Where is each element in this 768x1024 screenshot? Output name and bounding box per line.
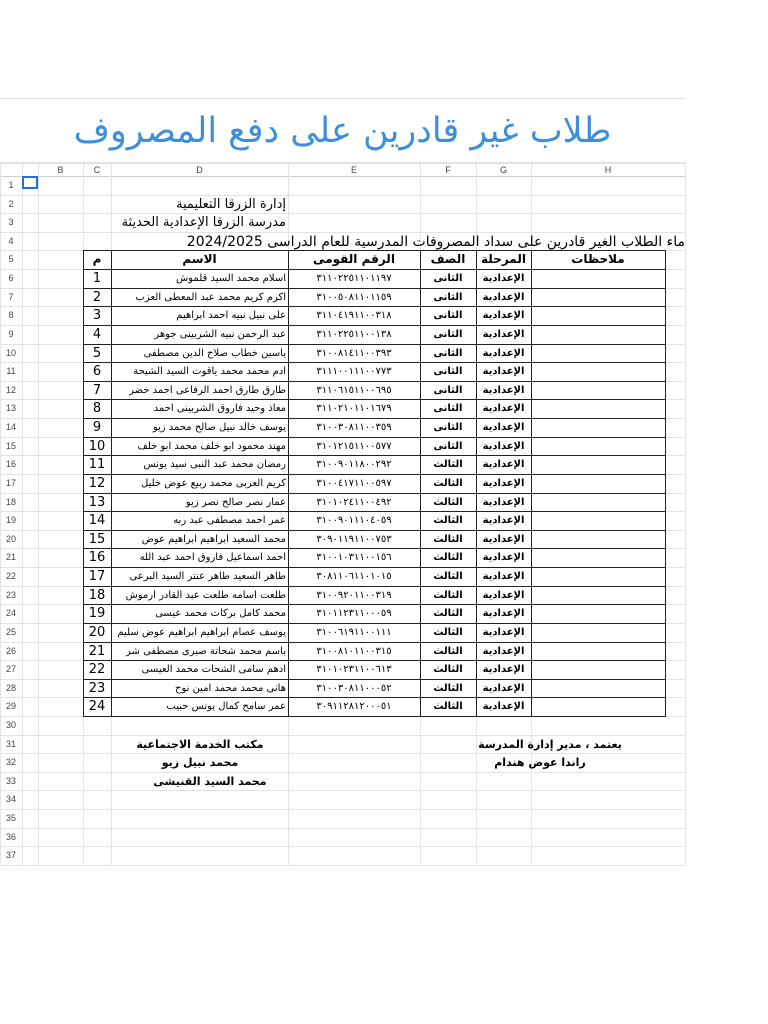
national-id: ٣١٠١٠٢٤١١٠٠٤٩٢: [316, 496, 392, 508]
grid-row-line: [0, 828, 685, 829]
column-title-notes: ملاحظات: [571, 252, 625, 267]
student-name: طارق طارق احمد الرفاعى احمد خضر: [129, 384, 286, 396]
row-number[interactable]: 19: [5, 515, 16, 526]
grade-cell: الثانى: [433, 310, 463, 322]
row-number[interactable]: 8: [8, 310, 14, 321]
column-header-d[interactable]: D: [196, 165, 203, 175]
table-heading: ماء الطلاب الغير قادرين على سداد المصروفات المدرسية للعام الدراسى 2024/2025: [186, 233, 685, 250]
national-id: ٣١١٠٢٢٥١١٠١١٩٧: [316, 273, 392, 285]
column-title-national-id: الرقم القومى: [313, 252, 395, 267]
row-number[interactable]: 7: [8, 291, 14, 302]
row-number-cell: 2: [92, 289, 102, 305]
column-header-f[interactable]: F: [445, 165, 451, 175]
row-number[interactable]: 35: [5, 813, 16, 824]
row-number[interactable]: 29: [5, 701, 16, 712]
student-name: رمضان محمد عبد النبى سيد يونس: [143, 459, 286, 471]
row-number[interactable]: 14: [5, 422, 16, 433]
row-number[interactable]: 23: [5, 589, 16, 600]
table-column-border: [665, 250, 666, 717]
student-name: عمر احمد مصطفى عبد ربه: [173, 515, 286, 527]
stage-cell: الإعدادية: [482, 626, 525, 638]
directorate-label: إدارة الزرقا التعليمية: [176, 196, 286, 212]
grade-cell: الثانى: [433, 366, 463, 378]
table-column-border: [111, 250, 112, 717]
row-number[interactable]: 36: [5, 831, 16, 842]
column-title-grade: الصف: [430, 252, 466, 267]
table-column-border: [531, 250, 532, 717]
grade-cell: الثالث: [433, 496, 463, 508]
national-id: ٣١٠٠٩٢٠١١٠٠٣١٩: [316, 589, 392, 601]
row-number-cell: 11: [88, 457, 106, 473]
row-number[interactable]: 32: [5, 757, 16, 768]
row-number-cell: 8: [92, 401, 102, 417]
banner-title: طلاب غير قادرين على دفع المصروف: [73, 111, 612, 151]
row-number[interactable]: 24: [5, 608, 16, 619]
row-number-cell: 22: [88, 662, 106, 678]
grade-cell: الثالث: [433, 477, 463, 489]
table-column-border: [288, 250, 289, 717]
stage-cell: الإعدادية: [482, 291, 525, 303]
national-id: ٣١٠٠١٠٣١١٠٠١٥٦: [316, 552, 392, 564]
row-number[interactable]: 34: [5, 794, 16, 805]
principal-name: راندا عوض هندام: [494, 756, 586, 770]
student-name: عبد الرحمن نبيه الشربينى جوهر: [154, 328, 286, 340]
row-number[interactable]: 1: [8, 180, 14, 190]
grade-cell: الثانى: [433, 422, 463, 434]
row-number-cell: 14: [88, 513, 106, 529]
stage-cell: الإعدادية: [482, 682, 525, 694]
row-number[interactable]: 16: [5, 459, 16, 470]
national-id: ٣١٠٠٣٠٨١١٠٠٣٥٩: [316, 422, 392, 434]
row-number-cell: 21: [88, 643, 106, 659]
national-id: ٣١٠٠٦١٩١١٠٠١١١: [316, 626, 392, 638]
row-number[interactable]: 4: [8, 235, 14, 246]
row-number[interactable]: 6: [8, 273, 14, 284]
national-id: ٣١٠٠٨١٠١١٠٠٣١٥: [316, 645, 392, 657]
row-number-cell: 17: [88, 569, 106, 585]
stage-cell: الإعدادية: [482, 496, 525, 508]
title-banner: [0, 98, 685, 164]
student-name: معاذ وحيد فاروق الشربينى احمد: [153, 403, 286, 415]
grade-cell: الثالث: [433, 589, 463, 601]
student-name: مهند محمود ابو خلف محمد ابو خلف: [137, 440, 286, 452]
row-number[interactable]: 20: [5, 533, 16, 544]
stage-cell: الإعدادية: [482, 701, 525, 713]
national-id: ٣١٠٠٨١٤١١٠٠٣٩٣: [316, 347, 392, 359]
row-number[interactable]: 21: [5, 552, 16, 563]
row-number[interactable]: 30: [5, 719, 16, 730]
stage-cell: الإعدادية: [482, 403, 525, 415]
grade-cell: الثانى: [433, 403, 463, 415]
stage-cell: الإعدادية: [482, 422, 525, 434]
grade-cell: الثالث: [433, 552, 463, 564]
student-name: احمد اسماعيل فاروق احمد عبد الله: [139, 552, 286, 564]
row-number-cell: 9: [92, 420, 102, 436]
national-id: ٣١٠١٢١٥١١٠٠٥٧٧: [316, 440, 392, 452]
grid-row-line: [0, 846, 685, 847]
student-name: يوسف خالد نبيل صالح محمد زيو: [152, 422, 286, 434]
student-name: ياسين خطاب صلاح الدين مصطفى: [143, 347, 286, 359]
row-number[interactable]: 11: [6, 366, 16, 377]
grade-cell: الثالث: [433, 626, 463, 638]
grade-cell: الثانى: [433, 291, 463, 303]
table-row-border: [83, 716, 665, 717]
student-name: يوسف عصام ابراهيم ابراهيم عوض سليم: [117, 626, 286, 638]
stage-cell: الإعدادية: [482, 384, 525, 396]
grade-cell: الثالث: [433, 571, 463, 583]
national-id: ٣١٠٠٥٠٨١١٠١١٥٩: [316, 291, 392, 303]
stage-cell: الإعدادية: [482, 664, 525, 676]
national-id: ٣١٠٠٩٠١١٨٠٠٢٩٢: [316, 459, 392, 471]
grade-cell: الثالث: [433, 701, 463, 713]
row-number-cell: 7: [92, 382, 102, 398]
grid-row-line: [0, 809, 685, 810]
row-number[interactable]: 13: [5, 403, 16, 414]
row-number-cell: 15: [88, 531, 106, 547]
stage-cell: الإعدادية: [482, 589, 525, 601]
table-column-border: [420, 250, 421, 717]
student-name: طلعت اسامه طلعت عبد القادر ارموش: [125, 589, 286, 601]
row-number-cell: 19: [88, 606, 106, 622]
student-name: محمد السعيد ابراهيم ابراهيم عوض: [141, 533, 286, 545]
column-header-top: [0, 162, 685, 163]
row-number[interactable]: 9: [8, 328, 14, 339]
row-number[interactable]: 17: [5, 477, 16, 488]
national-id: ٣١٠٠٤١٧١١٠٠٥٩٧: [316, 477, 392, 489]
column-title-name: الاسم: [182, 252, 217, 267]
grade-cell: الثالث: [433, 664, 463, 676]
grade-cell: الثالث: [433, 645, 463, 657]
grade-cell: الثالث: [433, 608, 463, 620]
national-id: ٣١١١٠٠١١١٠٠٧٧٣: [316, 366, 392, 378]
student-name: طاهر السعيد طاهر عنتر السيد البرعى: [129, 571, 286, 583]
school-name: مدرسة الزرقا الإعدادية الحديثة: [121, 215, 286, 231]
grade-cell: الثالث: [433, 682, 463, 694]
student-name: هانى محمد محمد امين نوح: [174, 682, 286, 694]
stage-cell: الإعدادية: [482, 273, 525, 285]
column-header-b[interactable]: B: [57, 165, 64, 175]
row-number[interactable]: 18: [5, 496, 16, 507]
row-number-cell: 24: [88, 699, 106, 715]
grid-row-line: [0, 865, 685, 866]
column-header-g[interactable]: G: [499, 165, 507, 175]
national-id: ٣٠٨١١٠٦١١٠١٠١٥: [316, 571, 392, 583]
stage-cell: الإعدادية: [482, 310, 525, 322]
stage-cell: الإعدادية: [482, 366, 525, 378]
national-id: ٣١٠٠٣٠٨١١٠٠٠٥٢: [316, 682, 392, 694]
grade-cell: الثانى: [433, 273, 463, 285]
student-name: على نبيل نبيه احمد ابراهيم: [176, 310, 286, 322]
student-name: اسلام محمد السيد قلموش: [176, 273, 286, 285]
table-column-border: [476, 250, 477, 717]
national-id: ٣٠٩٠١١٩١١٠٠٧٥٣: [316, 533, 392, 545]
row-number[interactable]: 31: [5, 738, 16, 749]
national-id: ٣١٠٠٩٠١١١٠٤٠٥٩: [316, 515, 392, 527]
row-number-cell: 13: [88, 494, 106, 510]
stage-cell: الإعدادية: [482, 533, 525, 545]
national-id: ٣١١٠٤١٩١١٠٠٣١٨: [316, 310, 392, 322]
row-number[interactable]: 3: [8, 217, 14, 228]
stage-cell: الإعدادية: [482, 347, 525, 359]
row-number[interactable]: 26: [5, 645, 16, 656]
social-worker-name-2: محمد السيد القنيشى: [153, 774, 267, 788]
stage-cell: الإعدادية: [482, 645, 525, 657]
row-number[interactable]: 33: [5, 775, 16, 786]
row-number-cell: 6: [92, 364, 102, 380]
national-id: ٣١١٠٢٢٥١١٠٠١٣٨: [316, 328, 392, 340]
stage-cell: الإعدادية: [482, 477, 525, 489]
row-number-cell: 10: [88, 438, 106, 454]
row-number[interactable]: 10: [5, 347, 16, 358]
row-number[interactable]: 2: [8, 198, 14, 209]
stage-cell: الإعدادية: [482, 571, 525, 583]
row-number-cell: 1: [92, 271, 102, 287]
student-name: ادهم سامى الشحات محمد العيسى: [141, 664, 286, 676]
grid-column-line: [38, 162, 39, 865]
grid-column-line: [22, 162, 23, 865]
row-number-cell: 23: [88, 680, 106, 696]
grid-column-line: [685, 162, 686, 865]
row-number[interactable]: 5: [8, 254, 14, 265]
row-number-cell: 18: [88, 587, 106, 603]
national-id: ٣١٠١١٢٣١١٠٠٠٥٩: [316, 608, 392, 620]
row-number[interactable]: 37: [5, 850, 16, 861]
national-id: ٣١١٠٢١٠١١٠١٦٧٩: [316, 403, 392, 415]
grade-cell: الثانى: [433, 328, 463, 340]
student-name: عمر سامح كمال يونس حبيب: [166, 701, 286, 713]
column-title-stage: المرحلة: [481, 252, 526, 267]
stage-cell: الإعدادية: [482, 608, 525, 620]
student-name: اكرم كريم محمد عبد المعطى العزب: [135, 291, 286, 303]
row-number[interactable]: 27: [5, 664, 16, 675]
student-name: باسم محمد شحاتة صبرى مصطفى شر: [126, 645, 286, 657]
grade-cell: الثالث: [433, 533, 463, 545]
national-id: ٣١٠١٠٢٣١١٠٠٦١٣: [316, 664, 392, 676]
row-number[interactable]: 12: [5, 384, 16, 395]
selected-cell[interactable]: [22, 176, 38, 189]
national-id: ٣١١٠٦١٥١١٠٠٦٩٥: [316, 384, 392, 396]
student-name: كريم العربى محمد ربيع عوض خليل: [141, 477, 286, 489]
grade-cell: الثانى: [433, 384, 463, 396]
student-name: محمد كامل بركات محمد عيسى: [155, 608, 286, 620]
stage-cell: الإعدادية: [482, 515, 525, 527]
row-number[interactable]: 22: [5, 571, 16, 582]
grid-row-line: [0, 790, 685, 791]
stage-cell: الإعدادية: [482, 440, 525, 452]
row-number-cell: 4: [92, 326, 102, 342]
stage-cell: الإعدادية: [482, 459, 525, 471]
grade-cell: الثانى: [433, 440, 463, 452]
student-name: ادم محمد محمد ياقوت السيد الشيحة: [133, 366, 286, 378]
row-number[interactable]: 15: [5, 440, 16, 451]
national-id: ٣٠٩١١٢٨١٢٠٠٠٥١: [316, 701, 392, 713]
column-header-bottom: [0, 176, 685, 177]
row-number-cell: 12: [88, 475, 106, 491]
row-number-cell: 5: [92, 345, 102, 361]
column-header-e[interactable]: E: [350, 165, 357, 175]
stage-cell: الإعدادية: [482, 328, 525, 340]
column-title-num: م: [92, 252, 102, 267]
column-header-h[interactable]: H: [604, 165, 612, 175]
row-number-cell: 20: [88, 624, 106, 640]
grade-cell: الثالث: [433, 459, 463, 471]
social-office-title: مكتب الخدمة الاجتماعية: [136, 737, 264, 751]
row-number[interactable]: 28: [5, 682, 16, 693]
grid-row-line: [0, 772, 685, 773]
row-number-cell: 16: [88, 550, 106, 566]
student-name: عمار نصر صالح نصر زيو: [185, 496, 286, 508]
social-worker-name-1: محمد نبيل زيو: [161, 756, 239, 770]
row-number[interactable]: 25: [5, 626, 16, 637]
stage-cell: الإعدادية: [482, 552, 525, 564]
column-header-c[interactable]: C: [93, 165, 101, 175]
grade-cell: الثالث: [433, 515, 463, 527]
grade-cell: الثانى: [433, 347, 463, 359]
approval-title: يعتمد ، مدير إدارة المدرسة: [478, 737, 622, 751]
row-number-cell: 3: [92, 308, 102, 324]
